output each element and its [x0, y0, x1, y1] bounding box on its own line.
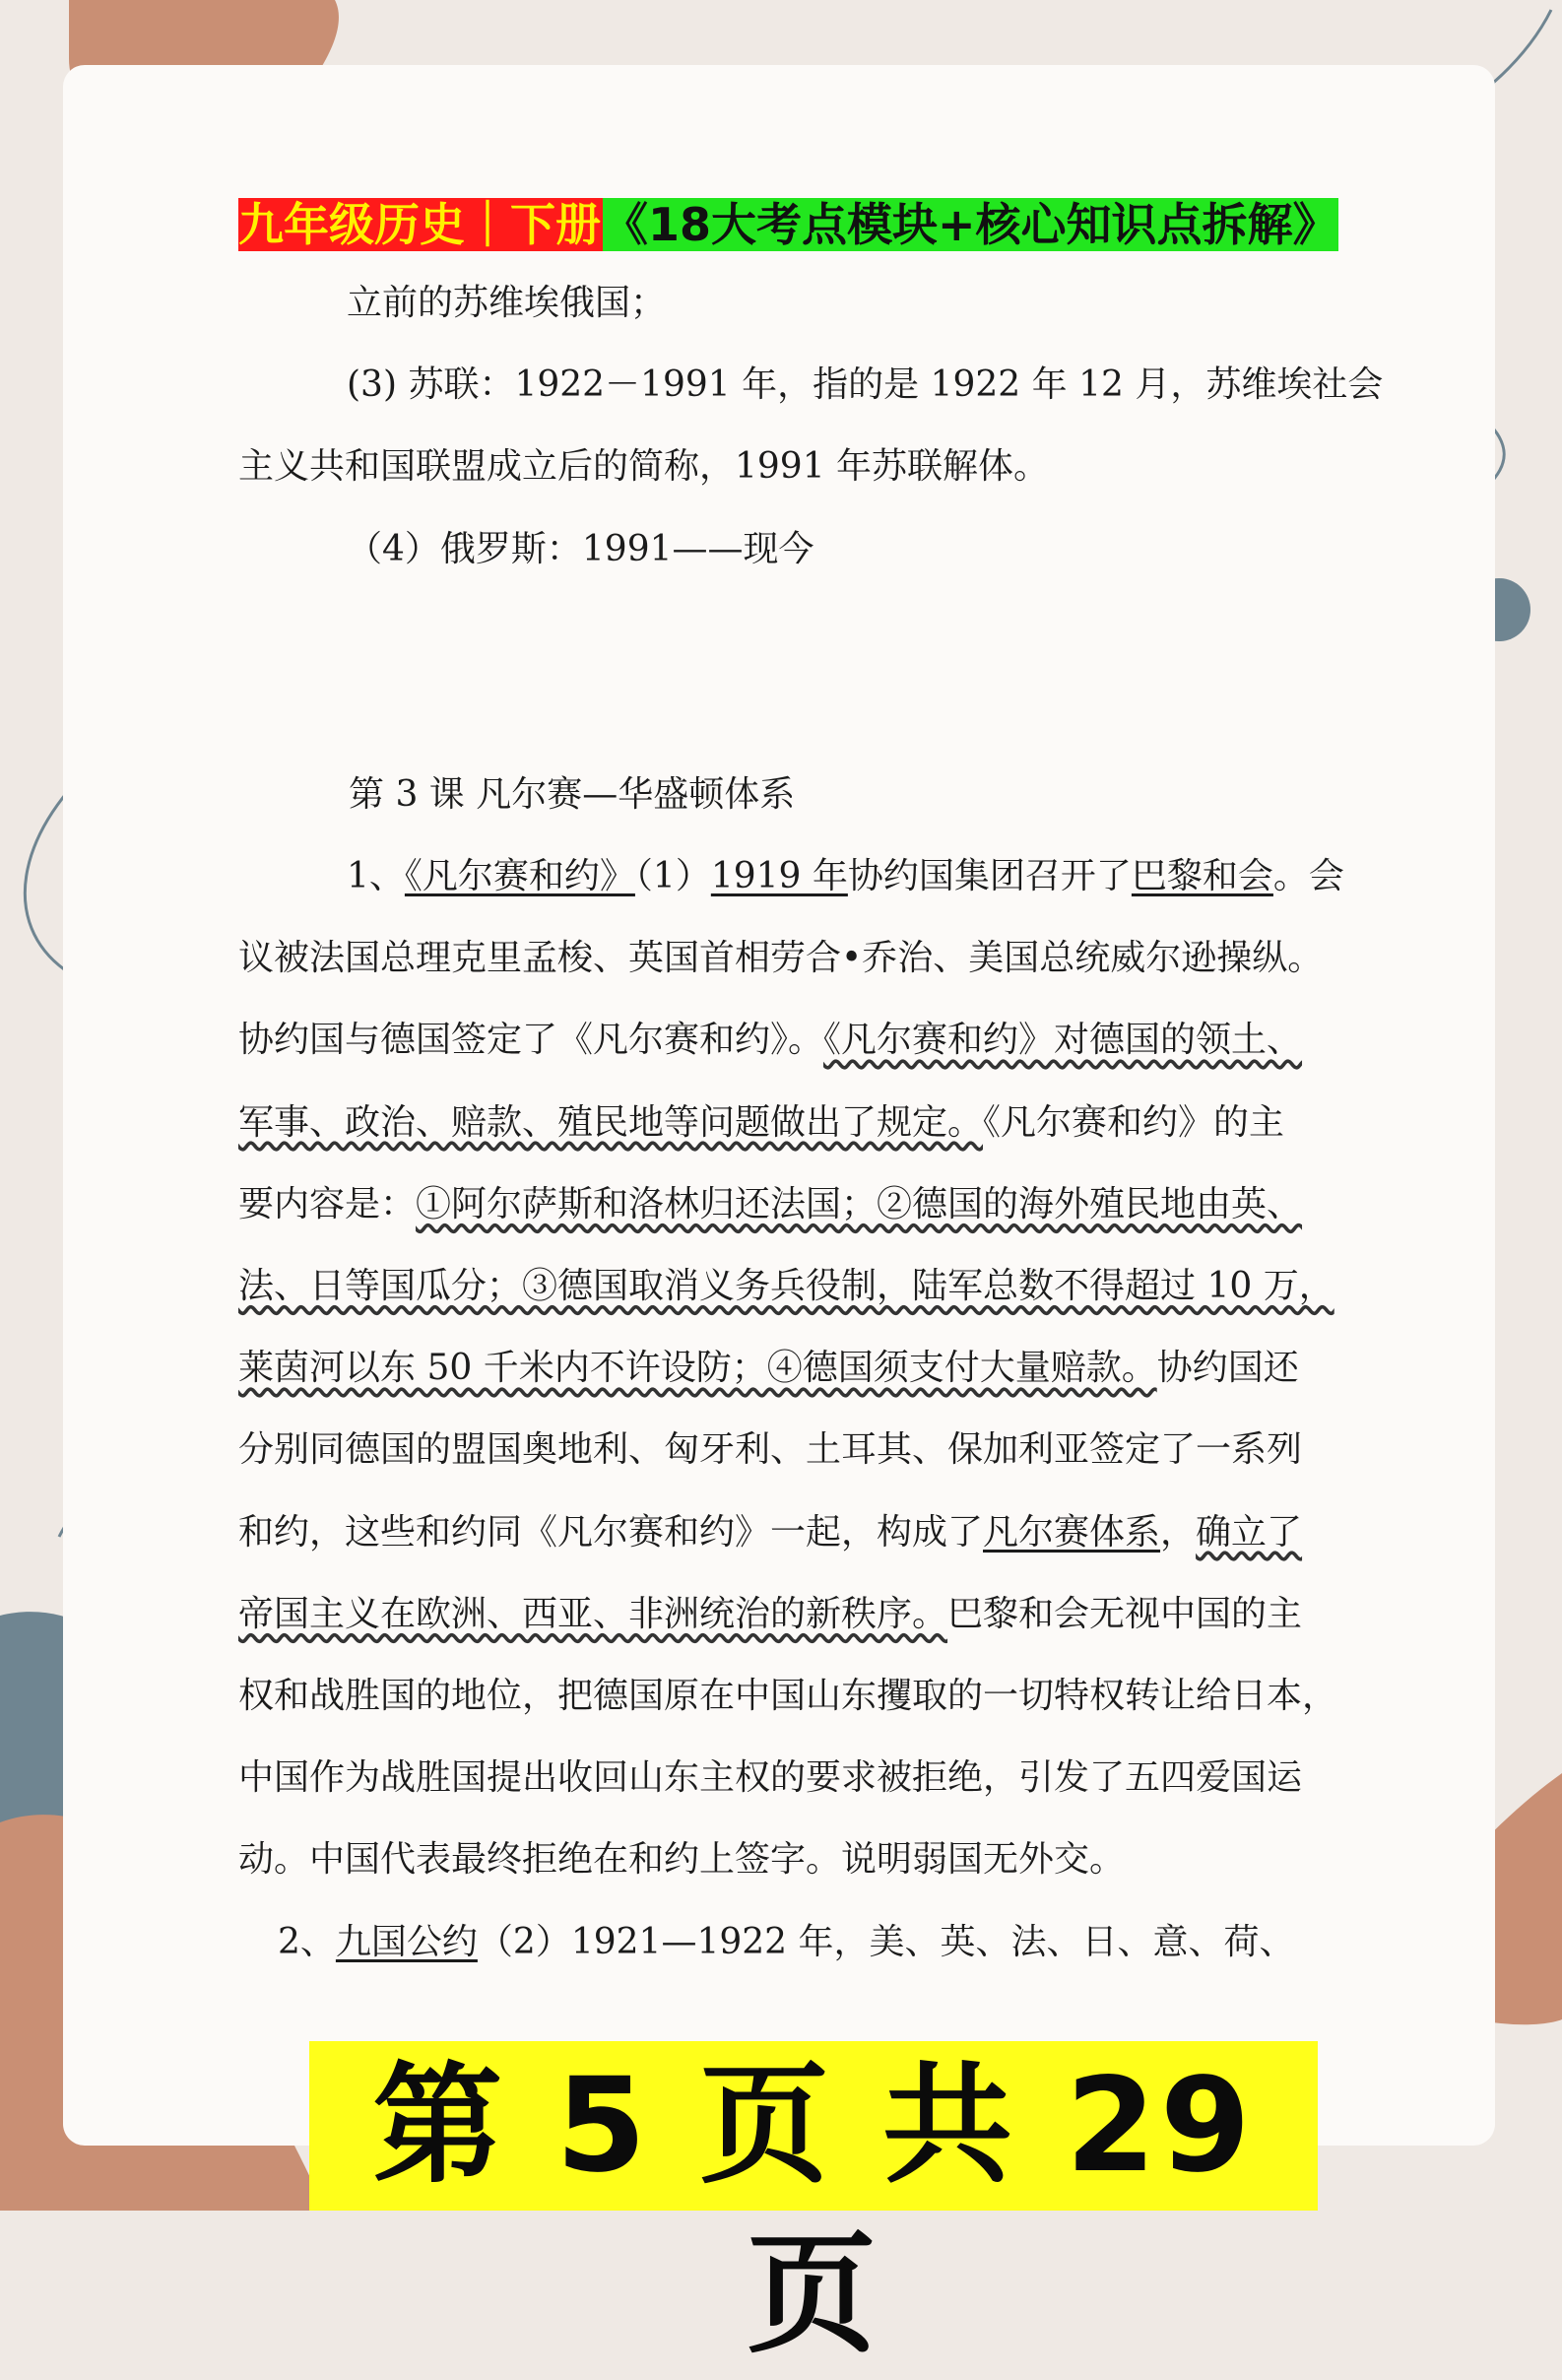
item1-line5 [238, 1163, 1337, 1245]
header-banner [238, 187, 1338, 262]
banner-grade-label: 九年级历史｜下册 [238, 198, 601, 251]
paragraph-soviet-union: (3) 苏联：1922－1991 年，指的是 1922 年 12 月，苏维埃社会 [347, 364, 1384, 406]
item1-line9-comma: ， [1160, 1511, 1197, 1553]
document-content [238, 187, 1384, 1983]
item1-treaty-title: 《凡尔赛和约》 [404, 856, 635, 897]
item1-line9-text: 和约，这些和约同《凡尔赛和约》一起，构成了 [238, 1511, 984, 1553]
item1-line10-text: 巴黎和会无视中国的主 [947, 1593, 1303, 1634]
item1-year: 1919 年 [710, 856, 848, 897]
item2-number: 2、 [278, 1921, 336, 1962]
item1-line9 [238, 1491, 1337, 1573]
item1-line12: 中国作为战胜国提出收回山东主权的要求被拒绝，引发了五四爱国运 [238, 1757, 1303, 1799]
item1-line2: 议被法国总理克里孟梭、英国首相劳合•乔治、美国总统威尔逊操纵。 [238, 938, 1324, 979]
item1-line1 [238, 835, 1344, 917]
item1-line4-text: 《凡尔赛和约》的主 [983, 1101, 1285, 1143]
item1-line6 [238, 1245, 1337, 1327]
page-indicator: 第 5 页 共 29 页 [309, 2041, 1318, 2211]
item1-line4 [238, 1082, 1337, 1163]
lesson-title: 第 3 课 凡尔赛—华盛顿体系 [349, 773, 796, 815]
item1-line3-emphasis: 《凡尔赛和约》对德国的领土、 [823, 1020, 1303, 1061]
paragraph-soviet-union-cont: 主义共和国联盟成立后的简称，1991 年苏联解体。 [238, 446, 1050, 488]
paragraph-continued: 立前的苏维埃俄国； [347, 283, 667, 323]
item1-versailles-system: 凡尔赛体系 [983, 1511, 1161, 1553]
paragraph-russia: （4）俄罗斯：1991——现今 [347, 528, 814, 569]
item1-line3-text: 协约国与德国签定了《凡尔赛和约》。 [238, 1020, 824, 1061]
spacer [238, 590, 1337, 754]
item1-line3 [238, 999, 1337, 1081]
item1-line13: 动。中国代表最终拒绝在和约上签字。说明弱国无外交。 [238, 1839, 1126, 1881]
item1-line8: 分别同德国的盟国奥地利、匈牙利、土耳其、保加利亚签定了一系列 [238, 1429, 1303, 1471]
item1-line7-emphasis: 莱茵河以东 50 千米内不许设防；④德国须支付大量赔款。 [238, 1348, 1157, 1389]
item2-line1 [238, 1901, 1337, 1983]
item1-line5-emphasis: ①阿尔萨斯和洛林归还法国；②德国的海外殖民地由英、 [416, 1183, 1303, 1224]
item1-line7 [238, 1327, 1337, 1409]
item1-line10 [238, 1573, 1337, 1655]
item1-line6-emphasis: 法、日等国瓜分；③德国取消义务兵役制，陆军总数不得超过 10 万， [238, 1266, 1334, 1307]
item1-conference: 巴黎和会 [1131, 856, 1273, 897]
item1-number: 1、 [347, 856, 405, 897]
banner-title: 《18大考点模块+核心知识点拆解》 [603, 198, 1338, 251]
item2-text: （2）1921—1922 年，美、英、法、日、意、荷、 [477, 1921, 1295, 1962]
item1-line7-text: 协约国还 [1156, 1348, 1299, 1389]
item1-text: 协约国集团召开了 [847, 856, 1132, 897]
item1-sub-number: （1） [634, 856, 711, 897]
item1-line4-emphasis: 军事、政治、赔款、殖民地等问题做出了规定。 [238, 1101, 984, 1143]
item2-treaty-title: 九国公约 [335, 1921, 478, 1962]
item1-line9-emphasis: 确立了 [1196, 1511, 1303, 1553]
item1-line5-text: 要内容是： [238, 1183, 417, 1224]
item1-line10-emphasis: 帝国主义在欧洲、西亚、非洲统治的新秩序。 [238, 1593, 948, 1634]
item1-line11: 权和战胜国的地位，把德国原在中国山东攫取的一切特权转让给日本， [238, 1676, 1338, 1717]
item1-tail: 。会 [1272, 856, 1344, 897]
